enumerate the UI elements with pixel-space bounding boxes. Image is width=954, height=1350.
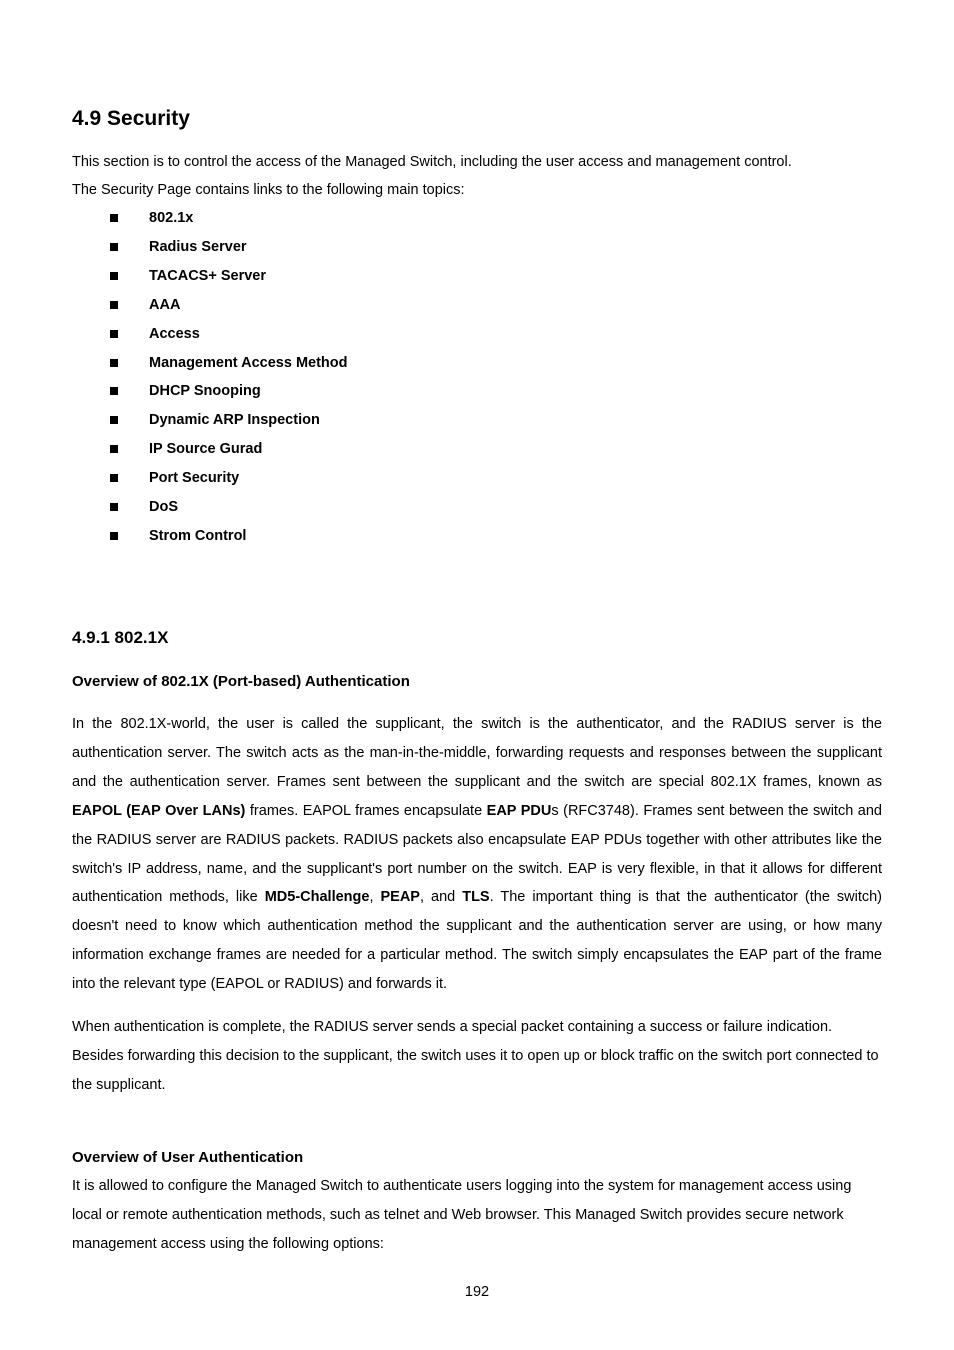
topic-label: Strom Control (149, 528, 247, 544)
square-bullet-icon (110, 301, 118, 309)
topic-item-dhcp-snooping (0, 381, 500, 401)
square-bullet-icon (110, 532, 118, 540)
square-bullet-icon (110, 330, 118, 338)
topic-label: TACACS+ Server (149, 268, 266, 284)
topic-label: IP Source Gurad (149, 441, 263, 457)
section-intro: This section is to control the access of the Managed Switch, including the user access and management control. (72, 154, 792, 170)
square-bullet-icon (110, 359, 118, 367)
topic-item-access (0, 324, 500, 344)
square-bullet-icon (110, 416, 118, 424)
topic-label: AAA (149, 297, 181, 313)
topic-item-dynamic-arp-inspection (0, 410, 500, 430)
paragraph-user-authentication: It is allowed to configure the Managed Switch to authenticate users logging into the system for management access using local or remote authentication methods, such as telnet and Web browser. This Managed Switch provides secure network management access using the following options: (72, 1178, 852, 1252)
square-bullet-icon (110, 214, 118, 222)
paragraph-8021x-overview: In the 802.1X-world, the user is called the supplicant, the switch is the authenticator, and the RADIUS server is the authentication server. The switch acts as the man-in-the-middle, forwarding requests and responses between the supplicant and the authentication server. Frames sent between the supplicant and the switch are special 802.1X frames, known as EAPOL (EAP Over LANs) frames. EAPOL frames encapsulate EAP PDUs (RFC3748). Frames sent between the switch and the RADIUS server are RADIUS packets. RADIUS packets also encapsulate EAP PDUs together with other attributes like the switch's IP address, name, and the supplicant's port number on the switch. EAP is very flexible, in that it allows for different authentication methods, like MD5-Challenge, PEAP, and TLS. The important thing is that the authenticator (the switch) doesn't need to know which authentication method the supplicant and the authentication server are using, or how many information exchange frames are needed for a particular method. The switch simply encapsulates the EAP part of the frame into the relevant type (EAPOL or RADIUS) and forwards it. (72, 716, 882, 993)
topic-label: DoS (149, 499, 178, 515)
topic-item-management-access-method (0, 353, 500, 373)
topics-intro: The Security Page contains links to the following main topics: (72, 182, 465, 198)
square-bullet-icon (110, 272, 118, 280)
topic-item-8021x (0, 208, 500, 228)
topic-label: DHCP Snooping (149, 383, 261, 399)
paragraph-authentication-complete: When authentication is complete, the RADIUS server sends a special packet containing a success or failure indication. Besides forwarding this decision to the supplicant, the switch uses it to open up or block traffic on the switch port connected to the supplicant. (72, 1019, 879, 1093)
topic-label: Radius Server (149, 239, 247, 255)
overview-8021x-heading: Overview of 802.1X (Port-based) Authentication (72, 673, 410, 690)
topic-item-ip-source-guard (0, 439, 500, 459)
topic-label: 802.1x (149, 210, 194, 226)
square-bullet-icon (110, 387, 118, 395)
subsection-title: 4.9.1 802.1X (72, 628, 169, 647)
topic-item-storm-control (0, 526, 500, 546)
topic-item-dos (0, 497, 500, 517)
topic-label: Management Access Method (149, 355, 348, 371)
overview-user-auth-heading: Overview of User Authentication (72, 1149, 304, 1166)
topic-item-tacacs-server (0, 266, 500, 286)
section-title: 4.9 Security (72, 107, 190, 130)
square-bullet-icon (110, 445, 118, 453)
topic-item-radius-server (0, 237, 500, 257)
square-bullet-icon (110, 474, 118, 482)
topic-item-aaa (0, 295, 500, 315)
topic-label: Access (149, 326, 200, 342)
square-bullet-icon (110, 503, 118, 511)
topic-label: Dynamic ARP Inspection (149, 412, 320, 428)
square-bullet-icon (110, 243, 118, 251)
topic-label: Port Security (149, 470, 240, 486)
topic-item-port-security (0, 468, 500, 488)
page-number: 192 (464, 1284, 490, 1300)
